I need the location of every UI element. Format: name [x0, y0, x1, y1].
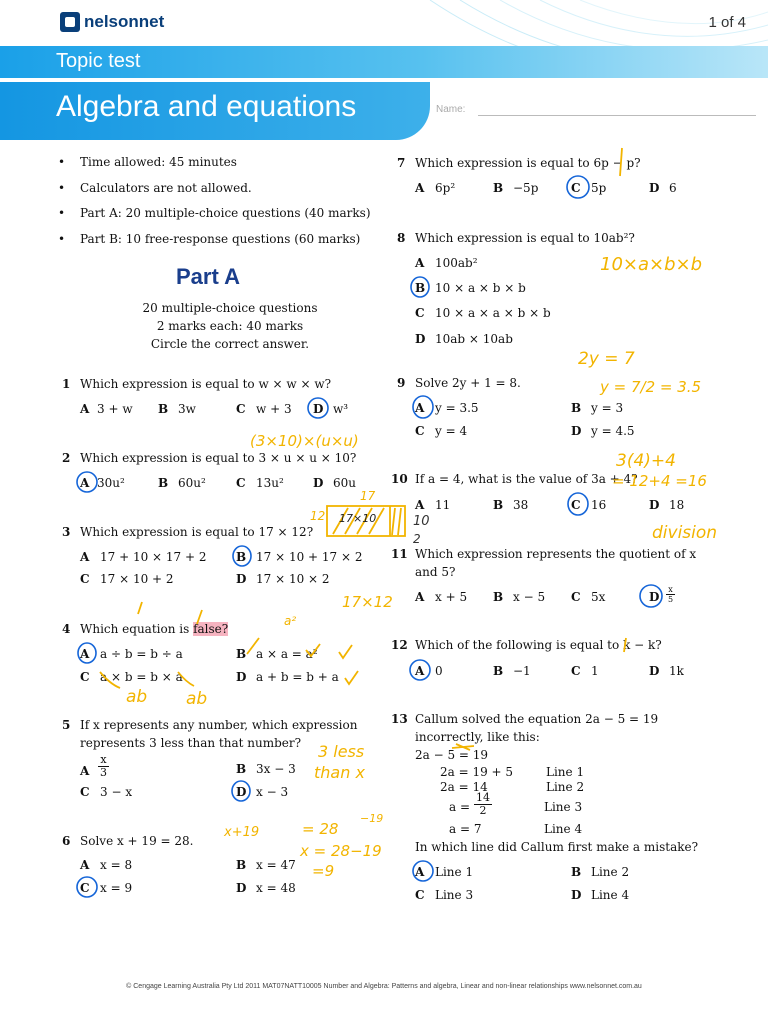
- option-text: x − 3: [256, 785, 289, 799]
- option-text: x = 48: [256, 881, 296, 895]
- option-text: 100ab²: [435, 256, 478, 270]
- intro-bullet: • Part B: 10 free-response questions (60 marks): [80, 232, 360, 246]
- topic-label: Topic test: [56, 50, 141, 72]
- hw-q3-17: 17: [360, 489, 376, 503]
- hw-q3-10: 10: [413, 514, 430, 529]
- hw-q8-work: 10×a×b×b: [600, 254, 703, 275]
- question-text: and 5?: [415, 565, 456, 579]
- option-letter-a[interactable]: A: [80, 858, 90, 872]
- option-text: Line 2: [591, 865, 630, 879]
- option-letter-c[interactable]: C: [571, 181, 581, 195]
- strike-mark: [620, 148, 626, 652]
- question-text-part: Which equation is: [80, 622, 194, 636]
- question-number: 11: [391, 547, 408, 561]
- fraction-numerator: x: [666, 585, 675, 595]
- option-fraction: [98, 754, 109, 779]
- hw-q6-sub: −19: [360, 812, 384, 825]
- working-step: 2a = 14: [440, 780, 488, 794]
- question-text: Which expression is equal to 6p − p?: [415, 156, 641, 170]
- option-text: x = 47: [256, 858, 296, 872]
- fraction-denominator: 5: [668, 595, 674, 604]
- hw-q9-work2: y = 7/2 = 3.5: [600, 378, 702, 396]
- brand-name: nelsonnet: [84, 12, 165, 31]
- option-text: y = 3.5: [435, 401, 479, 415]
- instruction-line: 20 multiple-choice questions: [142, 301, 318, 315]
- option-letter-b[interactable]: B: [236, 762, 247, 776]
- hw-q3-17x10: 17×10: [339, 512, 377, 525]
- option-letter-a[interactable]: A: [80, 476, 90, 490]
- question-number: 8: [397, 231, 406, 245]
- option-text: Line 1: [435, 865, 474, 879]
- question-number: 7: [397, 156, 406, 170]
- hatch-line: [369, 508, 384, 534]
- question-number: 4: [62, 622, 71, 636]
- hatch-line: [333, 508, 348, 534]
- option-letter-a[interactable]: A: [80, 764, 90, 778]
- fraction-denominator: 3: [100, 766, 107, 779]
- option-text: x = 9: [100, 881, 133, 895]
- option-text: 3w: [178, 402, 196, 416]
- question-number: 2: [62, 451, 71, 465]
- hw-q10-work1: 3(4)+4: [616, 451, 676, 471]
- option-letter-a[interactable]: A: [415, 181, 425, 195]
- option-text: 18: [669, 498, 685, 512]
- option-text: 17 × 10 + 2: [100, 572, 174, 586]
- option-letter-a[interactable]: A: [80, 402, 90, 416]
- option-text: 6: [669, 181, 677, 195]
- question-text: Callum solved the equation 2a − 5 = 19: [415, 712, 659, 726]
- hw-q3-12: 12: [310, 509, 326, 523]
- option-text: y = 4: [435, 424, 468, 438]
- line-label: Line 3: [544, 800, 583, 814]
- hw-q6-work4: =9: [312, 862, 335, 880]
- title-band: [0, 82, 430, 140]
- option-text: 17 × 10 × 2: [256, 572, 330, 586]
- option-letter-c[interactable]: C: [415, 424, 425, 438]
- hatch-line: [357, 508, 372, 534]
- option-letter-b[interactable]: B: [158, 402, 169, 416]
- question-text: Which expression is equal to 10ab²?: [415, 231, 635, 245]
- question-text: Which expression is equal to 17 × 12?: [80, 525, 314, 539]
- line-label: Line 4: [544, 822, 583, 836]
- option-letter-a[interactable]: A: [415, 401, 425, 415]
- hw-q6-work3: x = 28−19: [300, 842, 382, 860]
- hw-q6-work1: x+19: [224, 825, 260, 840]
- option-text: 16: [591, 498, 607, 512]
- option-letter-d[interactable]: D: [571, 888, 582, 902]
- option-text: 10 × a × a × b × b: [435, 306, 551, 320]
- option-letter-d[interactable]: D: [313, 476, 324, 490]
- option-text: 3 − x: [100, 785, 133, 799]
- option-text: w³: [333, 402, 349, 416]
- question-number: 5: [62, 718, 71, 732]
- question-text: If a = 4, what is the value of 3a + 4?: [415, 472, 638, 486]
- question-number: 1: [62, 377, 71, 391]
- option-text: 0: [435, 664, 443, 678]
- option-letter-c[interactable]: C: [80, 670, 90, 684]
- name-label: Name:: [436, 104, 466, 115]
- option-letter-b[interactable]: B: [158, 476, 169, 490]
- option-text: 5p: [591, 181, 607, 195]
- option-letter-d[interactable]: D: [649, 181, 660, 195]
- option-letter-a[interactable]: A: [415, 865, 425, 879]
- option-text: 5x: [591, 590, 606, 604]
- option-letter-a[interactable]: A: [80, 550, 90, 564]
- part-a-title: Part A: [176, 264, 240, 289]
- fraction-denominator: 2: [479, 804, 487, 817]
- option-text: 11: [435, 498, 451, 512]
- option-letter-a[interactable]: A: [415, 498, 425, 512]
- question-text: Which expression represents the quotient of x: [415, 547, 697, 561]
- question-text: Solve 2y + 1 = 8.: [415, 376, 521, 390]
- option-letter-d[interactable]: D: [236, 670, 247, 684]
- hw-q10-work2: = 12+4 =16: [612, 472, 707, 490]
- question-number: 10: [391, 472, 408, 486]
- option-letter-c[interactable]: C: [80, 785, 90, 799]
- option-letter-a[interactable]: A: [415, 590, 425, 604]
- question-text: If x represents any number, which expression: [80, 718, 358, 732]
- option-text: 38: [513, 498, 529, 512]
- option-letter-b[interactable]: B: [236, 858, 247, 872]
- hw-q11-note: division: [652, 523, 718, 543]
- option-text: −5p: [513, 181, 539, 195]
- fraction-marks: [138, 602, 202, 624]
- option-text: 60u²: [178, 476, 206, 490]
- option-letter-c[interactable]: C: [80, 881, 90, 895]
- option-letter-c[interactable]: C: [80, 572, 90, 586]
- option-text: w + 3: [256, 402, 292, 416]
- option-text: 1k: [669, 664, 684, 678]
- option-letter-c[interactable]: C: [415, 888, 425, 902]
- option-letter-d[interactable]: D: [571, 424, 582, 438]
- option-letter-b[interactable]: B: [236, 647, 247, 661]
- option-text: a ÷ b = b ÷ a: [100, 647, 183, 661]
- fraction-numerator: x: [98, 754, 109, 767]
- name-field-line[interactable]: [478, 115, 756, 116]
- hw-q2-work: (3×10)×(u×u): [250, 432, 359, 450]
- question-text: [80, 622, 228, 636]
- option-text: x = 8: [100, 858, 133, 872]
- page-indicator: 1 of 4: [708, 14, 746, 31]
- hw-q4-ab2: ab: [186, 689, 208, 709]
- question-text: Solve x + 19 = 28.: [80, 834, 194, 848]
- option-letter-a[interactable]: A: [415, 664, 425, 678]
- option-text: 13u²: [256, 476, 284, 490]
- option-text: a + b = b + a: [256, 670, 339, 684]
- option-letter-a[interactable]: A: [80, 647, 90, 661]
- option-text: 10 × a × b × b: [435, 281, 526, 295]
- option-text: 3x − 3: [256, 762, 296, 776]
- option-letter-b[interactable]: B: [571, 401, 582, 415]
- area-model-box: [327, 506, 405, 536]
- working-step: a =: [449, 800, 471, 814]
- hatch-line: [392, 508, 401, 535]
- hw-q9-work1: 2y = 7: [578, 349, 635, 369]
- option-letter-d[interactable]: D: [649, 498, 660, 512]
- option-letter-b[interactable]: B: [493, 181, 504, 195]
- option-text: Line 4: [591, 888, 630, 902]
- option-letter-d[interactable]: D: [415, 332, 426, 346]
- hw-q4-a2: a²: [284, 614, 297, 628]
- logo-cube-icon: [60, 12, 80, 32]
- option-text: Line 3: [435, 888, 474, 902]
- line-label: Line 2: [546, 780, 585, 794]
- page-footer: © Cengage Learning Australia Pty Ltd 2011 MAT07NATT10005 Number and Algebra: Patterns and algebra, Linear and non-linear relationships www.nelsonnet.com.au: [126, 983, 642, 990]
- question-number: 12: [391, 638, 408, 652]
- option-letter-d[interactable]: D: [236, 785, 247, 799]
- hw-q5-note2: than x: [314, 763, 365, 782]
- option-letter-c[interactable]: C: [571, 590, 581, 604]
- option-text: 6p²: [435, 181, 456, 195]
- option-letter-c[interactable]: C: [236, 402, 246, 416]
- option-text: 17 × 10 + 17 × 2: [256, 550, 363, 564]
- intro-bullet: • Calculators are not allowed.: [80, 181, 252, 195]
- question-text: Which of the following is equal to k − k?: [415, 638, 662, 652]
- option-letter-c[interactable]: C: [571, 498, 581, 512]
- line-label: Line 1: [546, 765, 585, 779]
- option-letter-b[interactable]: B: [571, 865, 582, 879]
- option-text: 17 + 10 × 17 + 2: [100, 550, 207, 564]
- hw-q5-note1: 3 less: [318, 742, 365, 761]
- working-step: 2a = 19 + 5: [440, 765, 514, 779]
- intro-bullet: • Time allowed: 45 minutes: [80, 155, 237, 169]
- option-letter-d[interactable]: D: [236, 881, 247, 895]
- fraction-numerator: 14: [476, 791, 490, 804]
- option-letter-d[interactable]: D: [313, 402, 324, 416]
- hw-q3-2: 2: [413, 532, 421, 546]
- option-text: 3 + w: [97, 402, 133, 416]
- option-letter-b[interactable]: B: [415, 281, 426, 295]
- option-letter-b[interactable]: B: [493, 590, 504, 604]
- option-text: 30u²: [97, 476, 125, 490]
- question-number: 9: [397, 376, 406, 390]
- option-letter-d[interactable]: D: [649, 590, 660, 604]
- question-text: represents 3 less than that number?: [80, 736, 302, 750]
- working-step: a = 7: [449, 822, 482, 836]
- question-number: 3: [62, 525, 71, 539]
- topic-band: [0, 46, 768, 78]
- hw-q6-work2: = 28: [302, 820, 339, 838]
- option-text: −1: [513, 664, 531, 678]
- option-letter-d[interactable]: D: [649, 664, 660, 678]
- option-text: a × a = a²: [256, 647, 318, 661]
- question-number: 13: [391, 712, 408, 726]
- question-text: Which expression is equal to w × w × w?: [80, 377, 332, 391]
- option-letter-c[interactable]: C: [236, 476, 246, 490]
- option-text: x − 5: [513, 590, 546, 604]
- question-text: In which line did Callum first make a mistake?: [415, 840, 699, 854]
- highlighted-word: false?: [193, 622, 229, 636]
- option-letter-b[interactable]: B: [493, 664, 504, 678]
- option-text: a × b = b × a: [100, 670, 183, 684]
- option-fraction: [666, 585, 675, 604]
- hw-q4-ab1: ab: [126, 687, 148, 707]
- question-text: incorrectly, like this:: [415, 730, 540, 744]
- option-letter-c[interactable]: C: [571, 664, 581, 678]
- option-letter-d[interactable]: D: [236, 572, 247, 586]
- hw-q3-17x12: 17×12: [342, 593, 393, 611]
- option-text: 60u: [333, 476, 356, 490]
- option-letter-a[interactable]: A: [415, 256, 425, 270]
- option-letter-b[interactable]: B: [236, 550, 247, 564]
- option-text: 1: [591, 664, 599, 678]
- option-letter-b[interactable]: B: [493, 498, 504, 512]
- option-text: y = 4.5: [591, 424, 635, 438]
- option-text: x + 5: [435, 590, 468, 604]
- working-fraction: [474, 792, 492, 817]
- page-title: Algebra and equations: [56, 90, 357, 123]
- instruction-line: Circle the correct answer.: [150, 337, 310, 351]
- option-text: 10ab × 10ab: [435, 332, 513, 346]
- option-letter-c[interactable]: C: [415, 306, 425, 320]
- option-text: y = 3: [591, 401, 624, 415]
- working-step: 2a − 5 = 19: [415, 748, 489, 762]
- instruction-line: 2 marks each: 40 marks: [156, 319, 304, 333]
- question-number: 6: [62, 834, 71, 848]
- intro-bullet: • Part A: 20 multiple-choice questions (40 marks): [80, 206, 371, 220]
- question-text: Which expression is equal to 3 × u × u × 10?: [80, 451, 357, 465]
- nelsonnet-logo: [60, 12, 164, 32]
- hatch-line: [345, 508, 360, 534]
